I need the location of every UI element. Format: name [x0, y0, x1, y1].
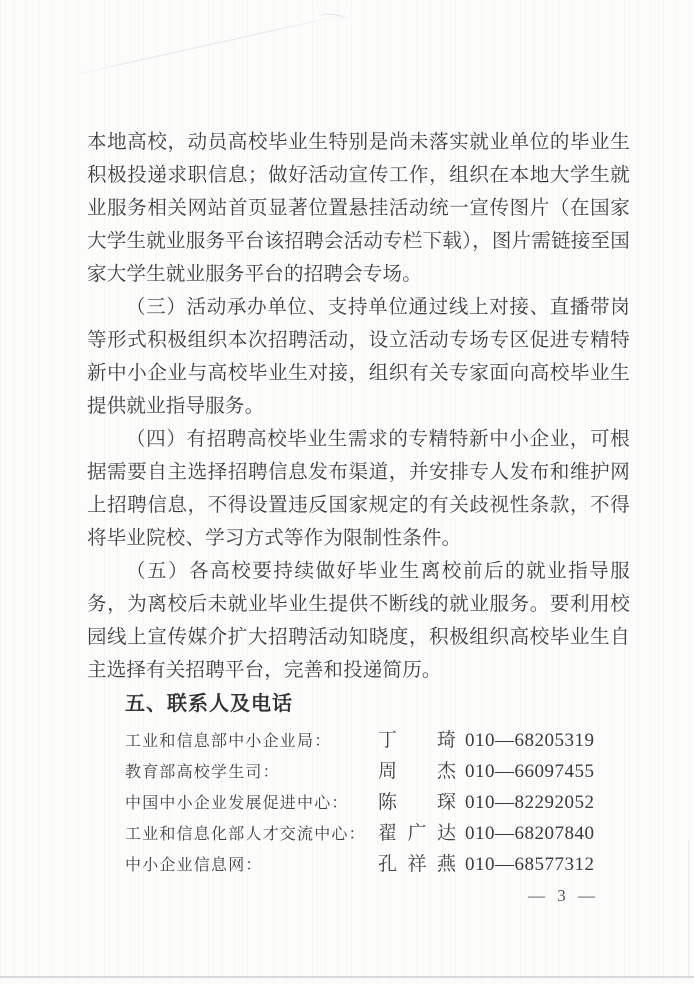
contact-org: 中国中小企业发展促进中心：: [125, 795, 349, 812]
scan-edge-right: [688, 840, 689, 976]
contact-org: 中小企业信息网：: [125, 857, 263, 874]
contact-row: [125, 818, 630, 849]
body-paragraph: 本地高校，动员高校毕业生特别是尚未落实就业单位的毕业生积极投递求职信息；做好活动宣传工作，组织在本地大学生就业服务相关网站首页显著位置悬挂活动统一宣传图片（在国家大学生就业服务平台该招聘会活动专栏下载），图片需链接至国家大学生就业服务平台的招聘会专场。: [87, 132, 630, 285]
contact-phone: 010—66097455: [465, 761, 595, 782]
body-paragraph: （五）各高校要持续做好毕业生离校前后的就业指导服务，为离校后未就业毕业生提供不断线的就业服务。要利用校园线上宣传媒介扩大招聘活动知晓度，积极组织高校毕业生自主选择有关招聘平台，完善和投递简历。: [87, 561, 630, 681]
document-body: [87, 126, 630, 880]
contact-phone: 010—82292052: [465, 792, 595, 813]
body-paragraph: （三）活动承办单位、支持单位通过线上对接、直播带岗等形式积极组织本次招聘活动，设立活动专场专区促进专精特新中小企业与高校毕业生对接，组织有关专家面向高校毕业生提供就业指导服务。: [87, 297, 630, 417]
contact-name: 孔祥燕: [378, 854, 456, 875]
contact-name: 翟广达: [378, 823, 456, 844]
page-number: — 3 —: [528, 886, 599, 905]
contact-row: [125, 756, 630, 787]
contact-phone: 010—68577312: [465, 854, 595, 875]
contact-phone: 010—68205319: [465, 730, 595, 751]
body-paragraph: （四）有招聘高校毕业生需求的专精特新中小企业，可根据需要自主选择招聘信息发布渠道，并安排专人发布和维护网上招聘信息，不得设置违反国家规定的有关歧视性条款，不得将毕业院校、学习方式等作为限制性条件。: [87, 429, 630, 549]
scan-edge-bottom: [0, 976, 694, 978]
contact-row: [125, 787, 630, 818]
contact-row: [125, 849, 630, 880]
contact-org: 工业和信息部中小企业局：: [125, 733, 332, 750]
section-heading: 五、联系人及电话: [125, 693, 293, 715]
contact-name: 周 杰: [378, 761, 456, 782]
contact-row: [125, 725, 630, 756]
contact-name: 丁 琦: [378, 730, 456, 751]
contact-org: 教育部高校学生司：: [125, 764, 280, 781]
contact-list: [125, 725, 630, 880]
scan-artifact-diagonal-line: [66, 13, 351, 77]
contact-org: 工业和信息化部人才交流中心：: [125, 826, 366, 843]
contact-phone: 010—68207840: [465, 823, 595, 844]
contact-name: 陈 琛: [378, 792, 456, 813]
